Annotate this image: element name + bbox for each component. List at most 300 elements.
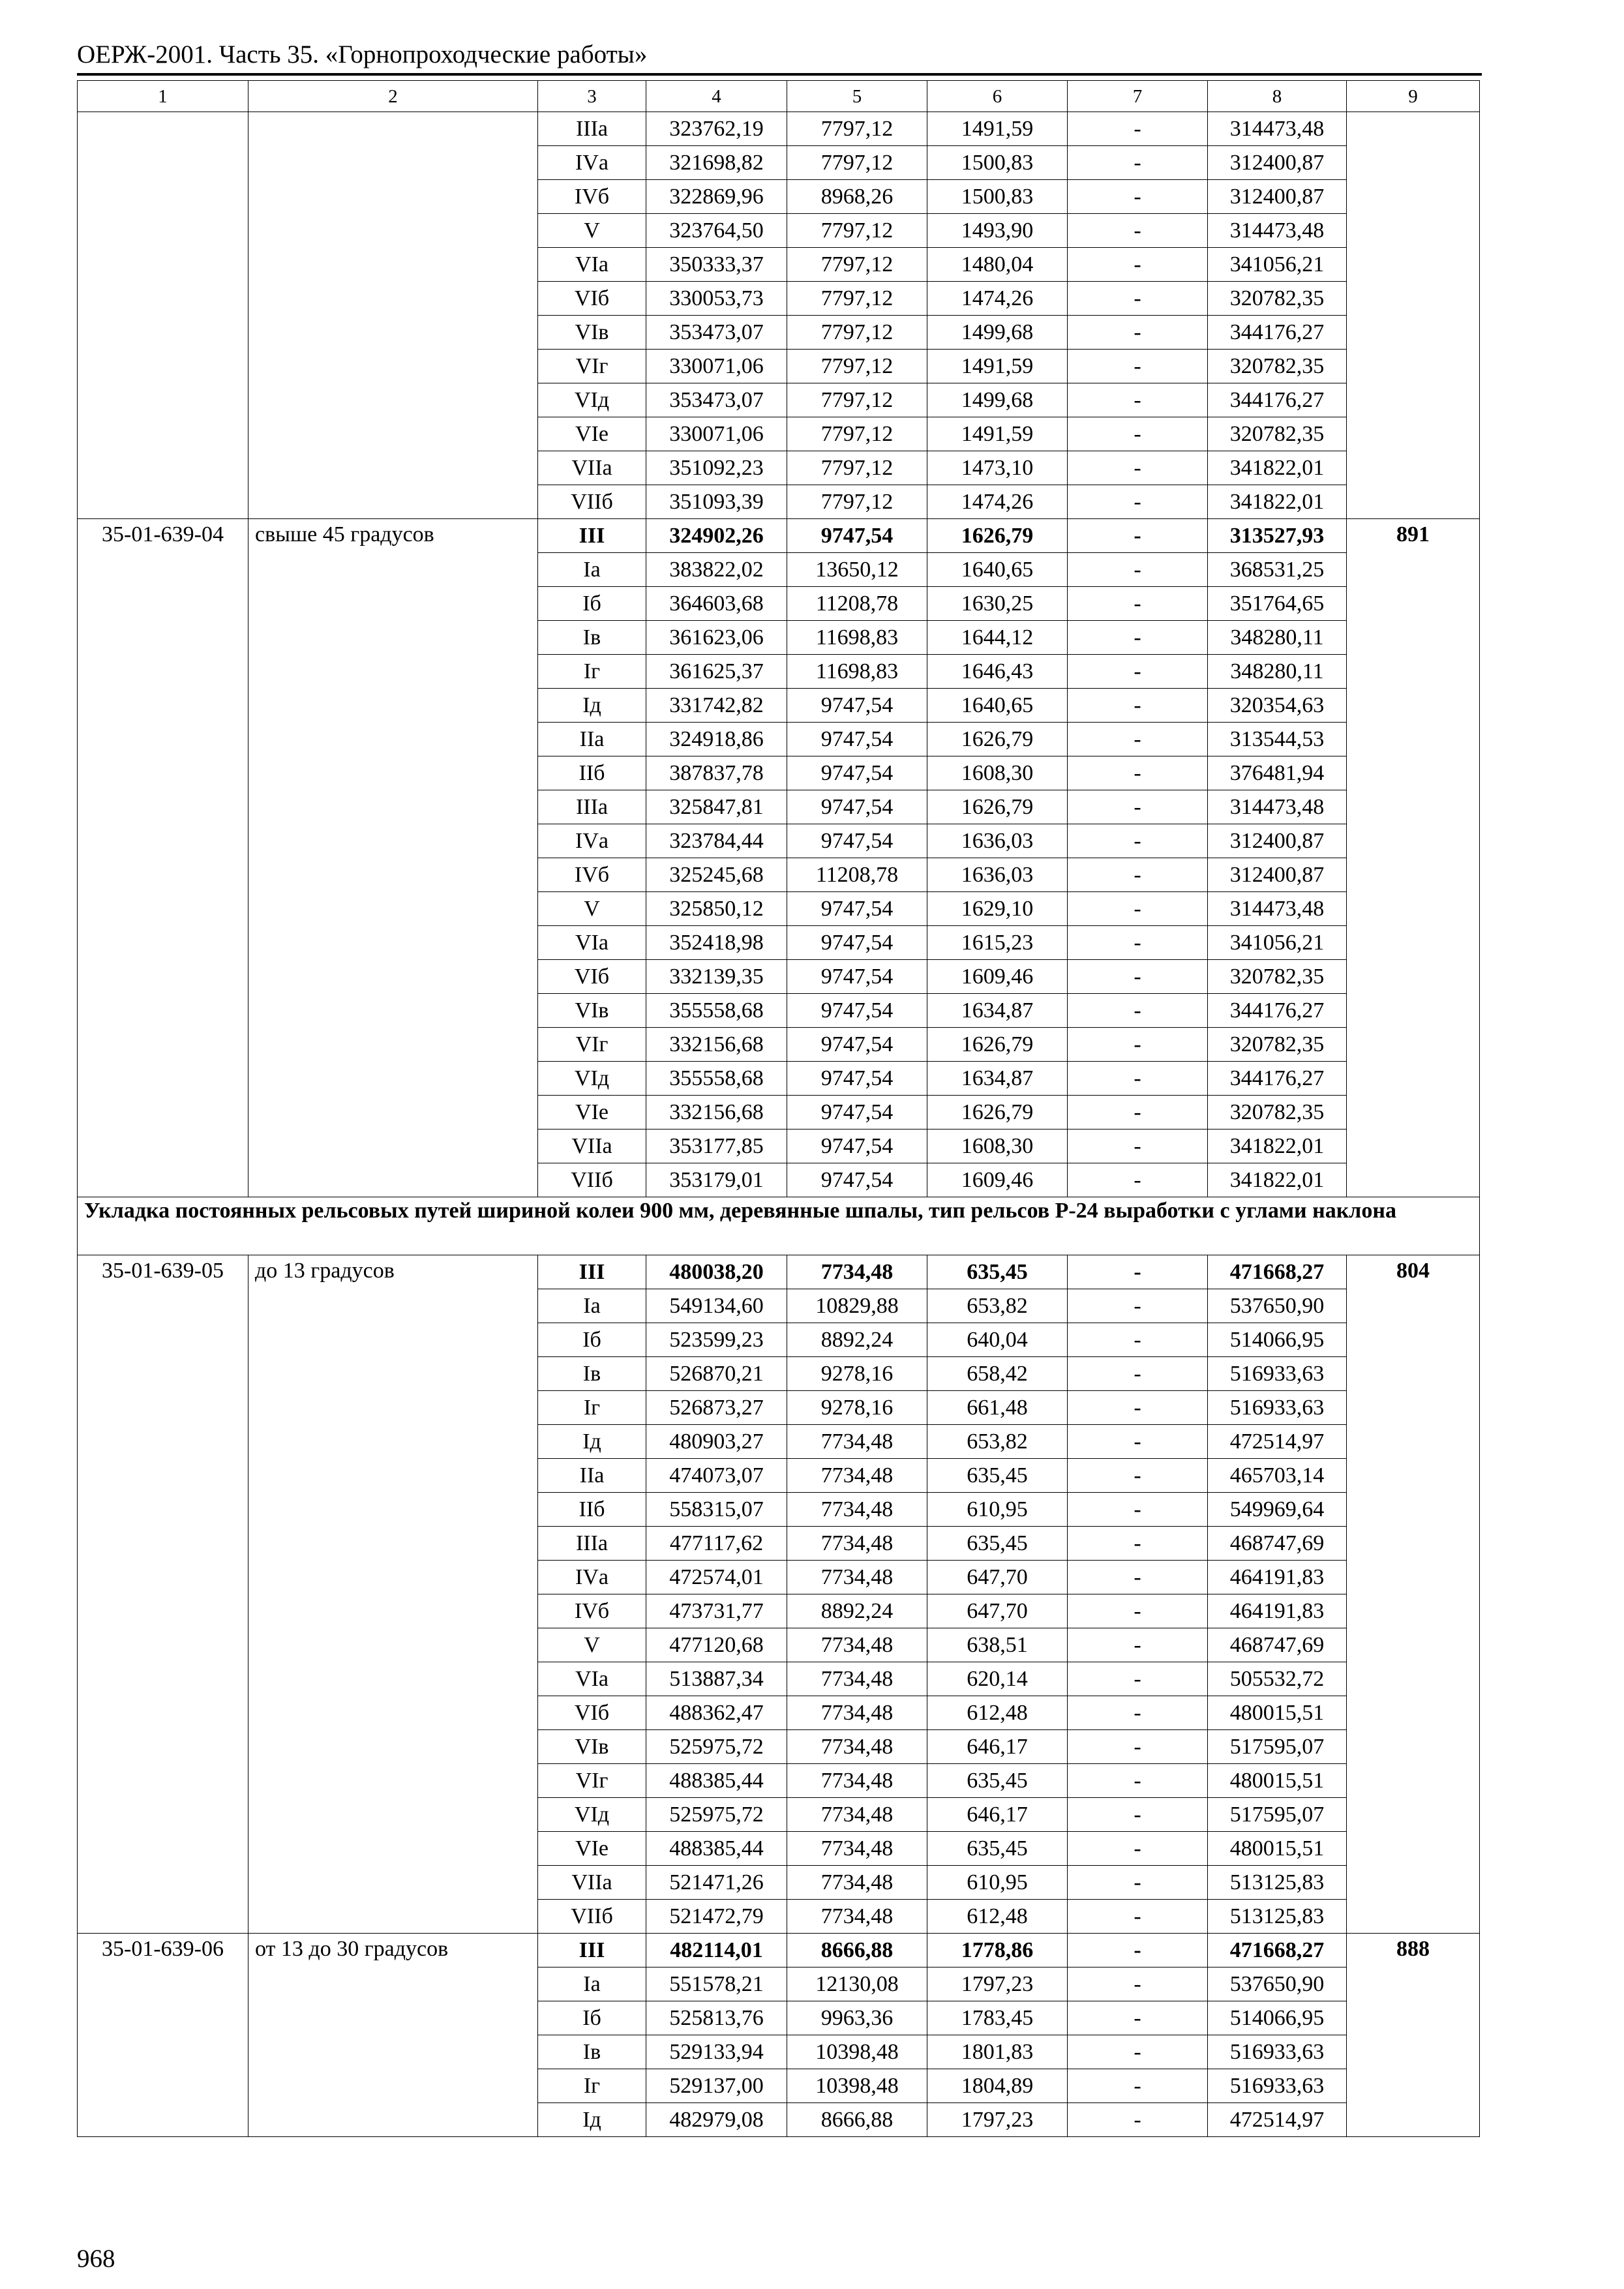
zone-cell: V [538, 1628, 646, 1662]
driver-cost-cell: - [1068, 1832, 1208, 1866]
zone-cell: VIг [538, 1028, 646, 1062]
labor-cost-cell: 9278,16 [787, 1357, 927, 1391]
zone-cell: VIIа [538, 1130, 646, 1163]
driver-cost-cell: - [1068, 146, 1208, 180]
machine-cost-cell: 658,42 [927, 1357, 1068, 1391]
labor-cost-cell: 9747,54 [787, 926, 927, 960]
machine-cost-cell: 1644,12 [927, 621, 1068, 655]
materials-cost-cell: 341822,01 [1208, 1130, 1347, 1163]
zone-cell: Iд [538, 2103, 646, 2137]
labor-cost-cell: 7797,12 [787, 282, 927, 316]
zone-cell: VIIб [538, 485, 646, 519]
total-cost-cell: 488385,44 [646, 1832, 787, 1866]
labor-cost-cell: 13650,12 [787, 553, 927, 587]
driver-cost-cell: - [1068, 858, 1208, 892]
zone-cell: IVб [538, 1594, 646, 1628]
materials-cost-cell: 341822,01 [1208, 485, 1347, 519]
machine-cost-cell: 638,51 [927, 1628, 1068, 1662]
machine-cost-cell: 1636,03 [927, 858, 1068, 892]
labor-cost-cell: 7734,48 [787, 1730, 927, 1764]
labor-cost-cell: 7734,48 [787, 1255, 927, 1289]
labor-cost-cell: 9747,54 [787, 723, 927, 756]
machine-cost-cell: 653,82 [927, 1289, 1068, 1323]
materials-cost-cell: 513125,83 [1208, 1866, 1347, 1900]
driver-cost-cell: - [1068, 214, 1208, 248]
zone-cell: Iа [538, 1289, 646, 1323]
zone-cell: VIв [538, 1730, 646, 1764]
driver-cost-cell: - [1068, 1527, 1208, 1561]
zone-cell: IVб [538, 858, 646, 892]
materials-cost-cell: 314473,48 [1208, 892, 1347, 926]
machine-cost-cell: 1491,59 [927, 112, 1068, 146]
materials-cost-cell: 514066,95 [1208, 1323, 1347, 1357]
column-header: 9 [1347, 81, 1480, 112]
total-cost-cell: 361625,37 [646, 655, 787, 689]
zone-cell: VIд [538, 383, 646, 417]
total-cost-cell: 525813,76 [646, 2001, 787, 2035]
labor-cost-cell: 9747,54 [787, 756, 927, 790]
materials-cost-cell: 344176,27 [1208, 994, 1347, 1028]
machine-cost-cell: 635,45 [927, 1764, 1068, 1798]
labor-cost-cell: 7797,12 [787, 417, 927, 451]
machine-cost-cell: 1634,87 [927, 1062, 1068, 1096]
machine-cost-cell: 612,48 [927, 1900, 1068, 1934]
labor-cost-cell: 9747,54 [787, 1130, 927, 1163]
total-cost-cell: 324902,26 [646, 519, 787, 553]
labor-cost-cell: 7734,48 [787, 1628, 927, 1662]
driver-cost-cell: - [1068, 1764, 1208, 1798]
materials-cost-cell: 513125,83 [1208, 1900, 1347, 1934]
driver-cost-cell: - [1068, 1798, 1208, 1832]
labor-cost-cell: 9747,54 [787, 1062, 927, 1096]
labor-cost-cell: 7734,48 [787, 1866, 927, 1900]
machine-cost-cell: 1474,26 [927, 282, 1068, 316]
zone-cell: III [538, 1934, 646, 1967]
total-cost-cell: 361623,06 [646, 621, 787, 655]
materials-cost-cell: 471668,27 [1208, 1255, 1347, 1289]
column-header: 6 [927, 81, 1068, 112]
zone-cell: VIв [538, 316, 646, 350]
total-cost-cell: 473731,77 [646, 1594, 787, 1628]
table-row [78, 112, 1480, 146]
zone-cell: IIIа [538, 1527, 646, 1561]
zone-cell: Iв [538, 1357, 646, 1391]
zone-cell: VIе [538, 1096, 646, 1130]
total-cost-cell: 332139,35 [646, 960, 787, 994]
driver-cost-cell: - [1068, 1459, 1208, 1493]
labor-cost-cell: 9747,54 [787, 689, 927, 723]
driver-cost-cell: - [1068, 1628, 1208, 1662]
machine-cost-cell: 610,95 [927, 1493, 1068, 1527]
driver-cost-cell: - [1068, 485, 1208, 519]
machine-cost-cell: 1473,10 [927, 451, 1068, 485]
materials-cost-cell: 348280,11 [1208, 655, 1347, 689]
table-row [78, 519, 1480, 553]
zone-cell: IVа [538, 146, 646, 180]
driver-cost-cell: - [1068, 892, 1208, 926]
total-cost-cell: 526870,21 [646, 1357, 787, 1391]
driver-cost-cell: - [1068, 1900, 1208, 1934]
zone-cell: VIе [538, 417, 646, 451]
driver-cost-cell: - [1068, 960, 1208, 994]
zone-cell: IIб [538, 1493, 646, 1527]
materials-cost-cell: 368531,25 [1208, 553, 1347, 587]
total-cost-cell: 474073,07 [646, 1459, 787, 1493]
total-cost-cell: 480038,20 [646, 1255, 787, 1289]
total-cost-cell: 549134,60 [646, 1289, 787, 1323]
materials-cost-cell: 464191,83 [1208, 1561, 1347, 1594]
materials-cost-cell: 537650,90 [1208, 1289, 1347, 1323]
labor-cost-cell: 7797,12 [787, 316, 927, 350]
total-cost-cell: 351093,39 [646, 485, 787, 519]
machine-cost-cell: 1629,10 [927, 892, 1068, 926]
column-header: 3 [538, 81, 646, 112]
materials-cost-cell: 313544,53 [1208, 723, 1347, 756]
total-cost-cell: 488385,44 [646, 1764, 787, 1798]
column-header: 1 [78, 81, 248, 112]
labor-cost-cell: 9747,54 [787, 1028, 927, 1062]
materials-cost-cell: 468747,69 [1208, 1527, 1347, 1561]
total-cost-cell: 551578,21 [646, 1967, 787, 2001]
total-cost-cell: 331742,82 [646, 689, 787, 723]
machine-cost-cell: 1626,79 [927, 723, 1068, 756]
driver-cost-cell: - [1068, 1130, 1208, 1163]
driver-cost-cell: - [1068, 282, 1208, 316]
materials-cost-cell: 320782,35 [1208, 282, 1347, 316]
machine-cost-cell: 635,45 [927, 1527, 1068, 1561]
labor-cost-cell: 9747,54 [787, 1163, 927, 1197]
materials-cost-cell: 312400,87 [1208, 824, 1347, 858]
machine-cost-cell: 646,17 [927, 1730, 1068, 1764]
labor-hours-cell [1347, 112, 1480, 519]
machine-cost-cell: 647,70 [927, 1594, 1068, 1628]
driver-cost-cell: - [1068, 655, 1208, 689]
total-cost-cell: 355558,68 [646, 1062, 787, 1096]
materials-cost-cell: 320782,35 [1208, 960, 1347, 994]
driver-cost-cell: - [1068, 112, 1208, 146]
driver-cost-cell: - [1068, 2103, 1208, 2137]
total-cost-cell: 323764,50 [646, 214, 787, 248]
zone-cell: VIб [538, 1696, 646, 1730]
driver-cost-cell: - [1068, 689, 1208, 723]
zone-cell: VIг [538, 1764, 646, 1798]
section-heading: Укладка постоянных рельсовых путей шириной колеи 900 мм, деревянные шпалы, тип рельсов Р-24 выработки с углами наклона [78, 1197, 1480, 1255]
driver-cost-cell: - [1068, 1391, 1208, 1425]
column-header: 2 [248, 81, 538, 112]
machine-cost-cell: 1499,68 [927, 383, 1068, 417]
total-cost-cell: 324918,86 [646, 723, 787, 756]
driver-cost-cell: - [1068, 1357, 1208, 1391]
machine-cost-cell: 610,95 [927, 1866, 1068, 1900]
machine-cost-cell: 1493,90 [927, 214, 1068, 248]
zone-cell: IIа [538, 723, 646, 756]
driver-cost-cell: - [1068, 417, 1208, 451]
driver-cost-cell: - [1068, 1163, 1208, 1197]
zone-cell: VIд [538, 1062, 646, 1096]
materials-cost-cell: 348280,11 [1208, 621, 1347, 655]
labor-cost-cell: 11208,78 [787, 587, 927, 621]
total-cost-cell: 472574,01 [646, 1561, 787, 1594]
column-header: 8 [1208, 81, 1347, 112]
zone-cell: Iг [538, 1391, 646, 1425]
materials-cost-cell: 517595,07 [1208, 1798, 1347, 1832]
rate-code: 35-01-639-04 [78, 519, 248, 1197]
rate-code [78, 112, 248, 519]
materials-cost-cell: 320782,35 [1208, 350, 1347, 383]
labor-cost-cell: 9747,54 [787, 519, 927, 553]
total-cost-cell: 351092,23 [646, 451, 787, 485]
labor-cost-cell: 9747,54 [787, 790, 927, 824]
zone-cell: III [538, 519, 646, 553]
total-cost-cell: 353473,07 [646, 316, 787, 350]
materials-cost-cell: 341056,21 [1208, 926, 1347, 960]
materials-cost-cell: 314473,48 [1208, 112, 1347, 146]
column-header: 7 [1068, 81, 1208, 112]
total-cost-cell: 332156,68 [646, 1096, 787, 1130]
total-cost-cell: 480903,27 [646, 1425, 787, 1459]
machine-cost-cell: 1640,65 [927, 689, 1068, 723]
total-cost-cell: 355558,68 [646, 994, 787, 1028]
column-header: 4 [646, 81, 787, 112]
materials-cost-cell: 516933,63 [1208, 2035, 1347, 2069]
table-row [78, 1934, 1480, 1967]
total-cost-cell: 521472,79 [646, 1900, 787, 1934]
total-cost-cell: 513887,34 [646, 1662, 787, 1696]
materials-cost-cell: 314473,48 [1208, 214, 1347, 248]
zone-cell: VIа [538, 248, 646, 282]
driver-cost-cell: - [1068, 756, 1208, 790]
machine-cost-cell: 635,45 [927, 1459, 1068, 1493]
machine-cost-cell: 1609,46 [927, 1163, 1068, 1197]
machine-cost-cell: 1499,68 [927, 316, 1068, 350]
machine-cost-cell: 1491,59 [927, 350, 1068, 383]
machine-cost-cell: 635,45 [927, 1255, 1068, 1289]
machine-cost-cell: 1636,03 [927, 824, 1068, 858]
labor-cost-cell: 7734,48 [787, 1425, 927, 1459]
zone-cell: IVб [538, 180, 646, 214]
driver-cost-cell: - [1068, 1493, 1208, 1527]
total-cost-cell: 325847,81 [646, 790, 787, 824]
labor-cost-cell: 11698,83 [787, 621, 927, 655]
materials-cost-cell: 320782,35 [1208, 417, 1347, 451]
driver-cost-cell: - [1068, 824, 1208, 858]
column-number-row [78, 81, 1480, 112]
materials-cost-cell: 516933,63 [1208, 2069, 1347, 2103]
driver-cost-cell: - [1068, 587, 1208, 621]
machine-cost-cell: 1626,79 [927, 519, 1068, 553]
labor-cost-cell: 7797,12 [787, 146, 927, 180]
total-cost-cell: 477117,62 [646, 1527, 787, 1561]
zone-cell: Iв [538, 2035, 646, 2069]
driver-cost-cell: - [1068, 350, 1208, 383]
total-cost-cell: 477120,68 [646, 1628, 787, 1662]
materials-cost-cell: 464191,83 [1208, 1594, 1347, 1628]
total-cost-cell: 323784,44 [646, 824, 787, 858]
materials-cost-cell: 344176,27 [1208, 1062, 1347, 1096]
total-cost-cell: 383822,02 [646, 553, 787, 587]
driver-cost-cell: - [1068, 553, 1208, 587]
driver-cost-cell: - [1068, 1730, 1208, 1764]
total-cost-cell: 482114,01 [646, 1934, 787, 1967]
total-cost-cell: 322869,96 [646, 180, 787, 214]
zone-cell: Iб [538, 587, 646, 621]
labor-cost-cell: 9747,54 [787, 824, 927, 858]
zone-cell: V [538, 214, 646, 248]
zone-cell: VIа [538, 1662, 646, 1696]
rates-table [77, 80, 1480, 2137]
total-cost-cell: 488362,47 [646, 1696, 787, 1730]
zone-cell: Iг [538, 2069, 646, 2103]
machine-cost-cell: 1609,46 [927, 960, 1068, 994]
total-cost-cell: 325245,68 [646, 858, 787, 892]
materials-cost-cell: 312400,87 [1208, 858, 1347, 892]
total-cost-cell: 525975,72 [646, 1798, 787, 1832]
total-cost-cell: 330071,06 [646, 350, 787, 383]
total-cost-cell: 523599,23 [646, 1323, 787, 1357]
materials-cost-cell: 472514,97 [1208, 1425, 1347, 1459]
labor-cost-cell: 7734,48 [787, 1900, 927, 1934]
total-cost-cell: 529133,94 [646, 2035, 787, 2069]
materials-cost-cell: 344176,27 [1208, 383, 1347, 417]
labor-cost-cell: 7797,12 [787, 112, 927, 146]
total-cost-cell: 364603,68 [646, 587, 787, 621]
labor-cost-cell: 8968,26 [787, 180, 927, 214]
driver-cost-cell: - [1068, 1561, 1208, 1594]
driver-cost-cell: - [1068, 451, 1208, 485]
zone-cell: IIIа [538, 112, 646, 146]
machine-cost-cell: 1778,86 [927, 1934, 1068, 1967]
materials-cost-cell: 516933,63 [1208, 1391, 1347, 1425]
zone-cell: Iб [538, 1323, 646, 1357]
driver-cost-cell: - [1068, 180, 1208, 214]
machine-cost-cell: 1608,30 [927, 756, 1068, 790]
work-description: до 13 градусов [248, 1255, 538, 1934]
materials-cost-cell: 344176,27 [1208, 316, 1347, 350]
labor-cost-cell: 11208,78 [787, 858, 927, 892]
zone-cell: IVа [538, 824, 646, 858]
zone-cell: IIIа [538, 790, 646, 824]
driver-cost-cell: - [1068, 723, 1208, 756]
total-cost-cell: 353177,85 [646, 1130, 787, 1163]
labor-hours-cell: 891 [1347, 519, 1480, 1197]
zone-cell: VIа [538, 926, 646, 960]
labor-cost-cell: 7734,48 [787, 1696, 927, 1730]
driver-cost-cell: - [1068, 1289, 1208, 1323]
materials-cost-cell: 351764,65 [1208, 587, 1347, 621]
labor-cost-cell: 9747,54 [787, 1096, 927, 1130]
zone-cell: Iд [538, 1425, 646, 1459]
driver-cost-cell: - [1068, 926, 1208, 960]
labor-cost-cell: 7797,12 [787, 485, 927, 519]
machine-cost-cell: 1640,65 [927, 553, 1068, 587]
driver-cost-cell: - [1068, 2001, 1208, 2035]
labor-cost-cell: 7797,12 [787, 383, 927, 417]
machine-cost-cell: 1634,87 [927, 994, 1068, 1028]
zone-cell: IIб [538, 756, 646, 790]
machine-cost-cell: 640,04 [927, 1323, 1068, 1357]
total-cost-cell: 353179,01 [646, 1163, 787, 1197]
driver-cost-cell: - [1068, 1934, 1208, 1967]
table-row [78, 1255, 1480, 1289]
machine-cost-cell: 1608,30 [927, 1130, 1068, 1163]
work-description [248, 112, 538, 519]
zone-cell: IVа [538, 1561, 646, 1594]
machine-cost-cell: 1626,79 [927, 790, 1068, 824]
materials-cost-cell: 468747,69 [1208, 1628, 1347, 1662]
page-header: ОЕРЖ-2001. Часть 35. «Горнопроходческие работы» [77, 40, 648, 68]
materials-cost-cell: 341056,21 [1208, 248, 1347, 282]
total-cost-cell: 529137,00 [646, 2069, 787, 2103]
work-description: от 13 до 30 градусов [248, 1934, 538, 2137]
materials-cost-cell: 313527,93 [1208, 519, 1347, 553]
total-cost-cell: 352418,98 [646, 926, 787, 960]
labor-cost-cell: 7797,12 [787, 214, 927, 248]
labor-hours-cell: 888 [1347, 1934, 1480, 2137]
driver-cost-cell: - [1068, 2035, 1208, 2069]
machine-cost-cell: 612,48 [927, 1696, 1068, 1730]
driver-cost-cell: - [1068, 1866, 1208, 1900]
labor-cost-cell: 8892,24 [787, 1323, 927, 1357]
zone-cell: III [538, 1255, 646, 1289]
labor-cost-cell: 8666,88 [787, 2103, 927, 2137]
machine-cost-cell: 1474,26 [927, 485, 1068, 519]
driver-cost-cell: - [1068, 519, 1208, 553]
labor-cost-cell: 9278,16 [787, 1391, 927, 1425]
materials-cost-cell: 505532,72 [1208, 1662, 1347, 1696]
zone-cell: VIб [538, 960, 646, 994]
labor-cost-cell: 9747,54 [787, 892, 927, 926]
labor-cost-cell: 7734,48 [787, 1459, 927, 1493]
total-cost-cell: 526873,27 [646, 1391, 787, 1425]
rate-code: 35-01-639-05 [78, 1255, 248, 1934]
materials-cost-cell: 320782,35 [1208, 1028, 1347, 1062]
zone-cell: VIIа [538, 1866, 646, 1900]
machine-cost-cell: 1500,83 [927, 146, 1068, 180]
machine-cost-cell: 646,17 [927, 1798, 1068, 1832]
machine-cost-cell: 1491,59 [927, 417, 1068, 451]
machine-cost-cell: 1646,43 [927, 655, 1068, 689]
zone-cell: Iа [538, 1967, 646, 2001]
total-cost-cell: 330053,73 [646, 282, 787, 316]
rate-code: 35-01-639-06 [78, 1934, 248, 2137]
driver-cost-cell: - [1068, 1062, 1208, 1096]
materials-cost-cell: 341822,01 [1208, 451, 1347, 485]
zone-cell: VIIб [538, 1163, 646, 1197]
driver-cost-cell: - [1068, 1662, 1208, 1696]
driver-cost-cell: - [1068, 1594, 1208, 1628]
labor-cost-cell: 7734,48 [787, 1832, 927, 1866]
total-cost-cell: 330071,06 [646, 417, 787, 451]
labor-cost-cell: 7797,12 [787, 350, 927, 383]
machine-cost-cell: 1626,79 [927, 1096, 1068, 1130]
total-cost-cell: 387837,78 [646, 756, 787, 790]
driver-cost-cell: - [1068, 1255, 1208, 1289]
labor-cost-cell: 7734,48 [787, 1662, 927, 1696]
labor-cost-cell: 7734,48 [787, 1798, 927, 1832]
labor-cost-cell: 7734,48 [787, 1527, 927, 1561]
zone-cell: VIе [538, 1832, 646, 1866]
labor-hours-cell: 804 [1347, 1255, 1480, 1934]
labor-cost-cell: 7734,48 [787, 1561, 927, 1594]
zone-cell: VIIб [538, 1900, 646, 1934]
driver-cost-cell: - [1068, 790, 1208, 824]
zone-cell: Iг [538, 655, 646, 689]
materials-cost-cell: 537650,90 [1208, 1967, 1347, 2001]
total-cost-cell: 558315,07 [646, 1493, 787, 1527]
materials-cost-cell: 341822,01 [1208, 1163, 1347, 1197]
driver-cost-cell: - [1068, 1967, 1208, 2001]
machine-cost-cell: 1801,83 [927, 2035, 1068, 2069]
